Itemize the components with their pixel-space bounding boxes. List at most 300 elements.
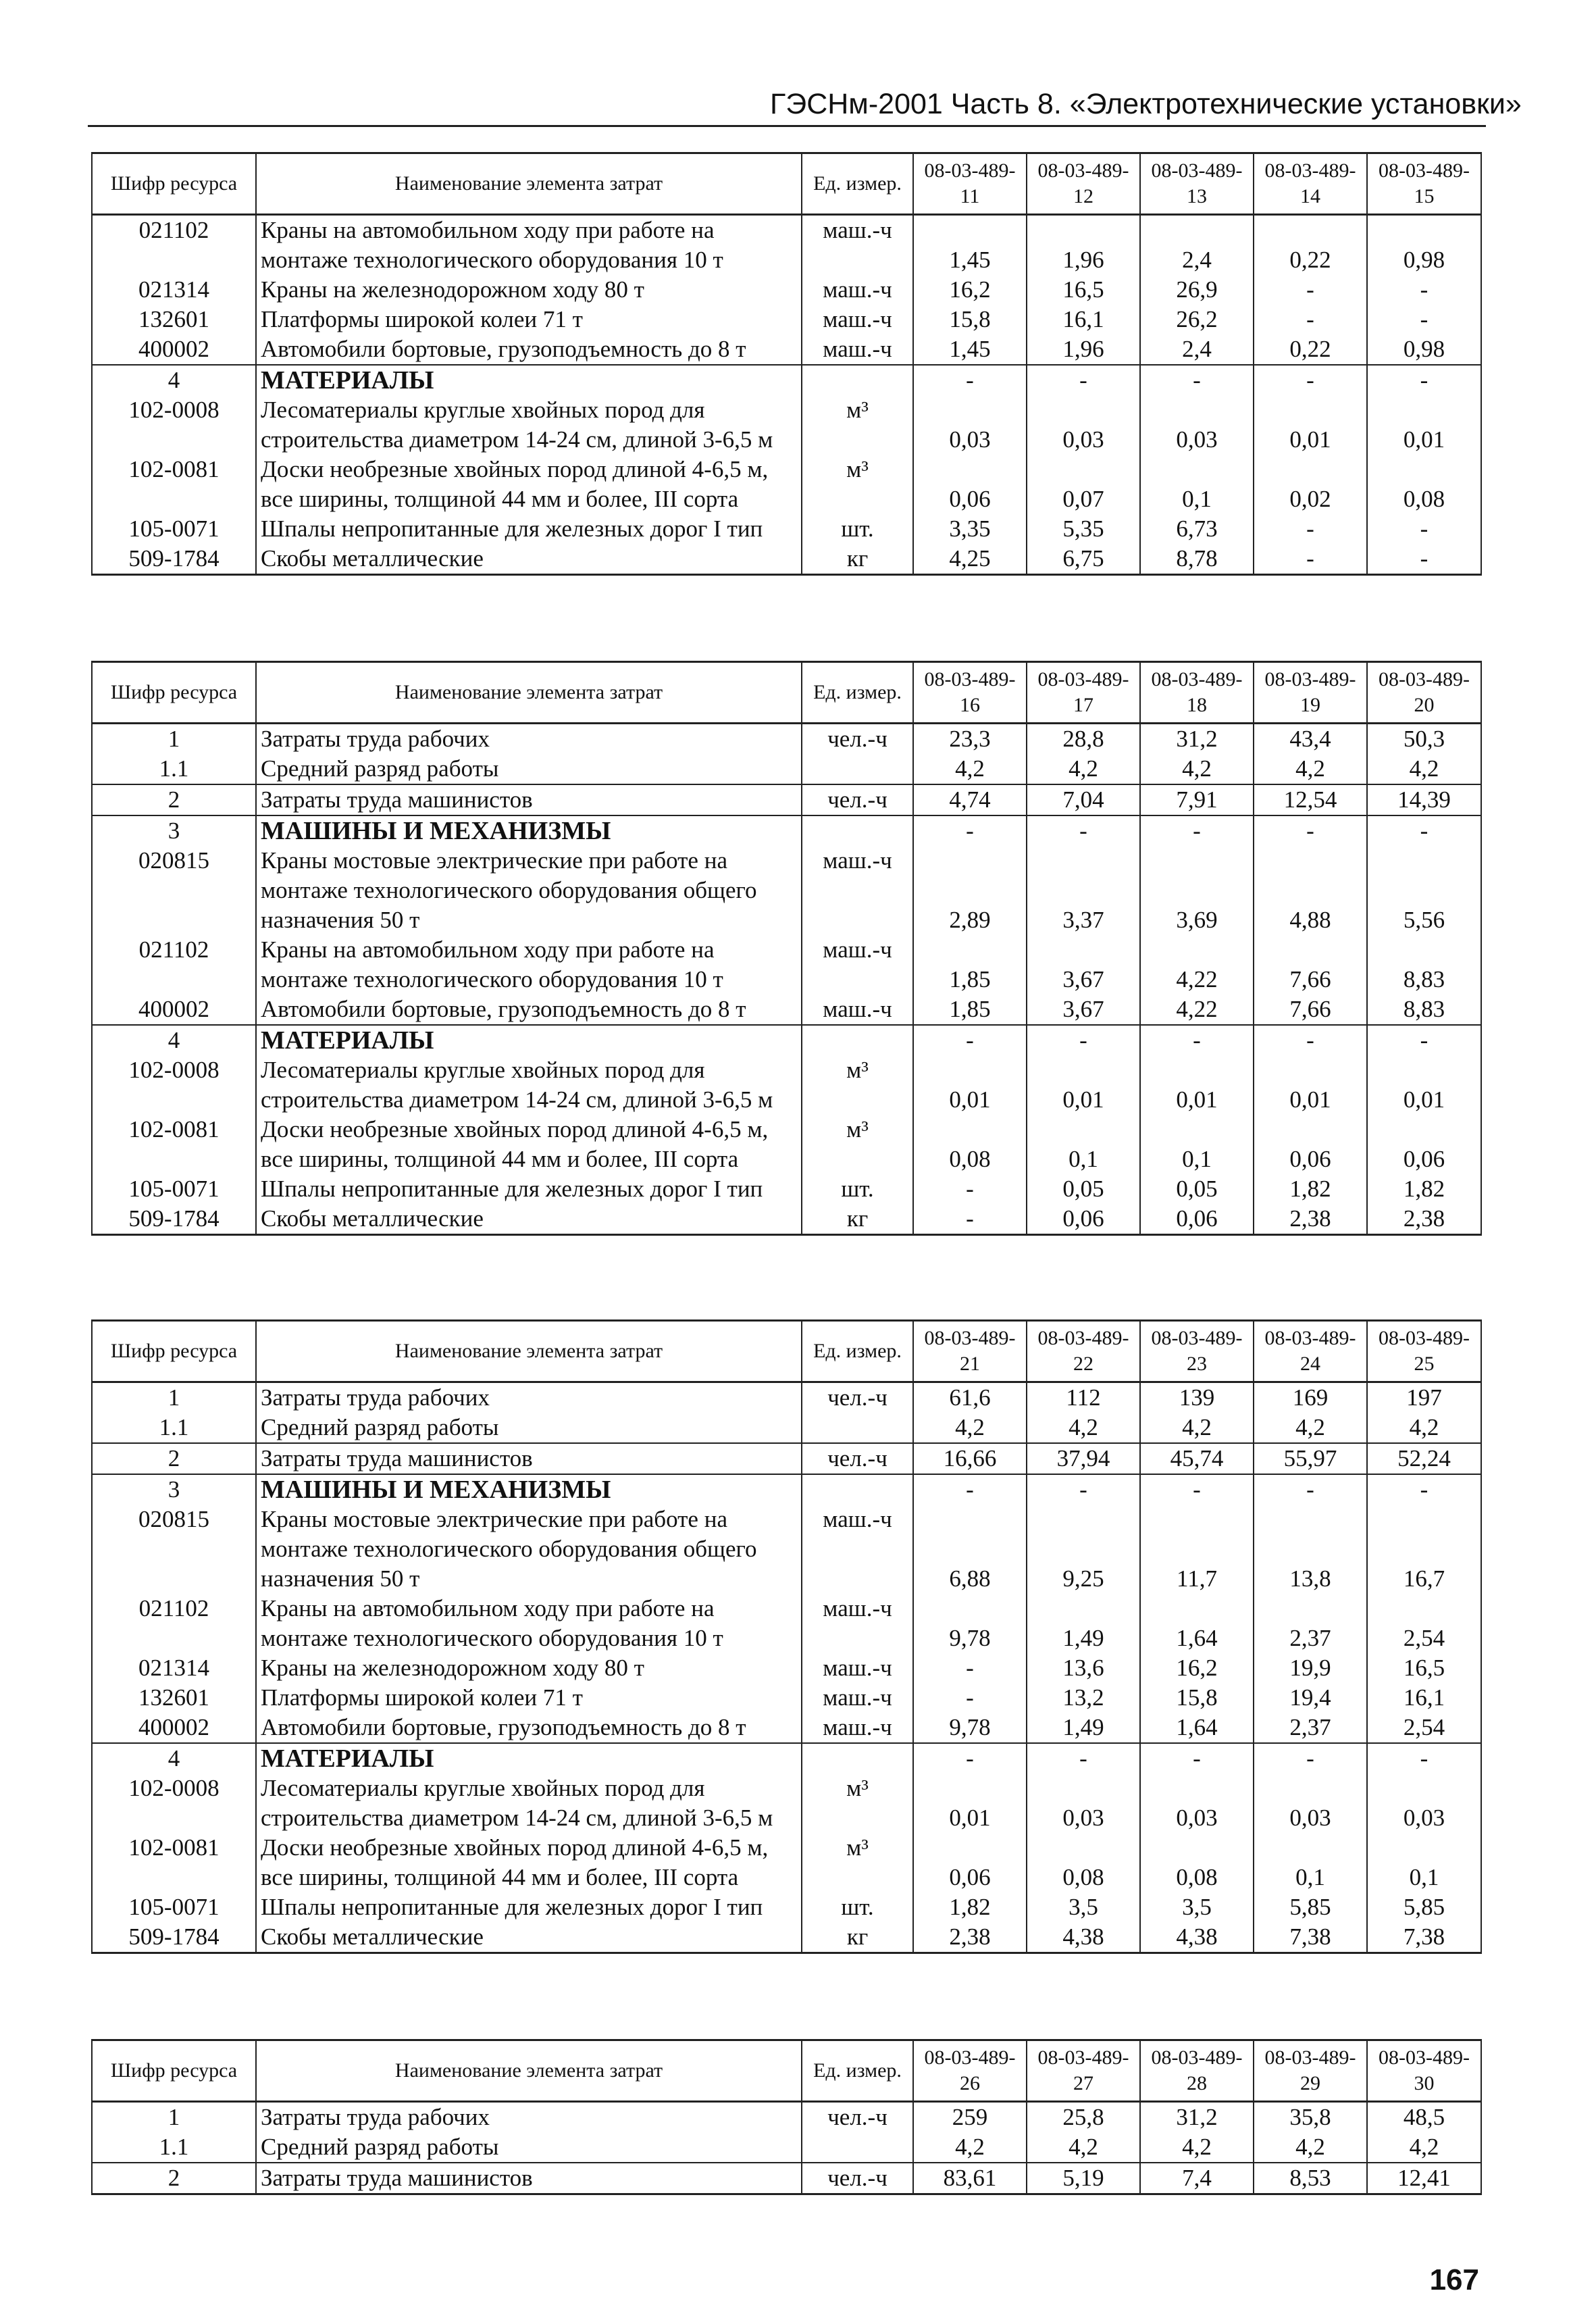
col-header-estimate-code: 08-03-489-17 bbox=[1027, 662, 1140, 724]
value-cell: 259 bbox=[913, 2102, 1027, 2133]
unit-cell: маш.-ч bbox=[802, 305, 913, 334]
value-cell: 0,22 bbox=[1254, 215, 1367, 276]
value-cell: 1,45 bbox=[913, 334, 1027, 365]
value-cell: 28,8 bbox=[1027, 724, 1140, 755]
value-cell: 4,2 bbox=[1254, 1413, 1367, 1443]
value-cell: 0,05 bbox=[1027, 1174, 1140, 1204]
value-cell: 0,1 bbox=[1140, 1115, 1254, 1174]
value-cell: 43,4 bbox=[1254, 724, 1367, 755]
value-cell: - bbox=[1027, 1743, 1140, 1774]
resource-code-cell: 020815 bbox=[92, 846, 256, 935]
value-cell: 3,37 bbox=[1027, 846, 1140, 935]
col-header-code: Шифр ресурса bbox=[92, 1321, 256, 1382]
col-header-name: Наименование элемента затрат bbox=[256, 1321, 802, 1382]
table-row bbox=[92, 305, 1481, 334]
value-cell: 0,08 bbox=[913, 1115, 1027, 1174]
col-header-estimate-code: 08-03-489-28 bbox=[1140, 2040, 1254, 2102]
value-cell: 1,82 bbox=[1254, 1174, 1367, 1204]
value-cell: 0,06 bbox=[1254, 1115, 1367, 1174]
unit-cell bbox=[802, 1743, 913, 1774]
resource-code-cell: 1 bbox=[92, 724, 256, 755]
cost-element-name-cell: Краны на железнодорожном ходу 80 т bbox=[256, 275, 802, 305]
value-cell: 1,82 bbox=[1367, 1174, 1481, 1204]
value-cell: - bbox=[913, 1683, 1027, 1713]
value-cell: 0,06 bbox=[1140, 1204, 1254, 1235]
value-cell: 3,67 bbox=[1027, 935, 1140, 995]
value-cell: 15,8 bbox=[913, 305, 1027, 334]
value-cell: 45,74 bbox=[1140, 1443, 1254, 1474]
col-header-estimate-code: 08-03-489-23 bbox=[1140, 1321, 1254, 1382]
value-cell: 0,08 bbox=[1140, 1833, 1254, 1892]
value-cell: 13,6 bbox=[1027, 1653, 1140, 1683]
value-cell: 4,88 bbox=[1254, 846, 1367, 935]
value-cell: 5,56 bbox=[1367, 846, 1481, 935]
unit-cell: шт. bbox=[802, 1174, 913, 1204]
section-heading-cell: МАТЕРИАЛЫ bbox=[256, 1743, 802, 1774]
value-cell: 37,94 bbox=[1027, 1443, 1140, 1474]
table-row bbox=[92, 2102, 1481, 2133]
value-cell: 16,66 bbox=[913, 1443, 1027, 1474]
table-row bbox=[92, 1025, 1481, 1055]
value-cell: - bbox=[1140, 1474, 1254, 1505]
value-cell: 23,3 bbox=[913, 724, 1027, 755]
resource-code-cell: 102-0008 bbox=[92, 1774, 256, 1833]
resource-code-cell: 021102 bbox=[92, 215, 256, 276]
value-cell: 61,6 bbox=[913, 1382, 1027, 1413]
value-cell: 1,64 bbox=[1140, 1594, 1254, 1653]
value-cell: - bbox=[1254, 275, 1367, 305]
value-cell: 0,08 bbox=[1367, 455, 1481, 514]
col-header-unit: Ед. измер. bbox=[802, 662, 913, 724]
resource-code-cell: 4 bbox=[92, 1025, 256, 1055]
value-cell: 0,01 bbox=[1367, 1055, 1481, 1115]
value-cell: - bbox=[1367, 514, 1481, 544]
value-cell: 2,4 bbox=[1140, 215, 1254, 276]
table-row bbox=[92, 935, 1481, 995]
value-cell: 2,54 bbox=[1367, 1594, 1481, 1653]
resource-code-cell: 2 bbox=[92, 784, 256, 815]
unit-cell: маш.-ч bbox=[802, 334, 913, 365]
value-cell: 16,2 bbox=[913, 275, 1027, 305]
value-cell: 8,83 bbox=[1367, 995, 1481, 1025]
table-row bbox=[92, 754, 1481, 784]
value-cell: 12,54 bbox=[1254, 784, 1367, 815]
value-cell: 0,01 bbox=[1254, 1055, 1367, 1115]
value-cell: - bbox=[1140, 365, 1254, 395]
value-cell: 1,85 bbox=[913, 935, 1027, 995]
value-cell: 7,04 bbox=[1027, 784, 1140, 815]
value-cell: 4,2 bbox=[913, 2132, 1027, 2163]
resource-code-cell: 2 bbox=[92, 2163, 256, 2194]
cost-element-name-cell: Шпалы непропитанные для железных дорог I тип bbox=[256, 1892, 802, 1922]
value-cell: - bbox=[1367, 1474, 1481, 1505]
value-cell: 4,22 bbox=[1140, 935, 1254, 995]
table-header-row bbox=[92, 662, 1481, 724]
resource-code-cell: 021314 bbox=[92, 1653, 256, 1683]
table-row bbox=[92, 365, 1481, 395]
unit-cell: м³ bbox=[802, 1833, 913, 1892]
value-cell: 9,78 bbox=[913, 1713, 1027, 1743]
table-row bbox=[92, 1774, 1481, 1833]
unit-cell: чел.-ч bbox=[802, 2102, 913, 2133]
section-heading-cell: МАТЕРИАЛЫ bbox=[256, 1025, 802, 1055]
table-row bbox=[92, 1115, 1481, 1174]
value-cell: 1,45 bbox=[913, 215, 1027, 276]
value-cell: 13,8 bbox=[1254, 1505, 1367, 1594]
col-header-unit: Ед. измер. bbox=[802, 1321, 913, 1382]
resource-code-cell: 102-0081 bbox=[92, 455, 256, 514]
resource-code-cell: 2 bbox=[92, 1443, 256, 1474]
value-cell: 7,91 bbox=[1140, 784, 1254, 815]
table-row bbox=[92, 544, 1481, 575]
table-header-row bbox=[92, 1321, 1481, 1382]
resource-code-cell: 105-0071 bbox=[92, 1892, 256, 1922]
col-header-estimate-code: 08-03-489-15 bbox=[1367, 153, 1481, 215]
resource-table bbox=[91, 661, 1482, 1236]
value-cell: - bbox=[1140, 815, 1254, 846]
table-row bbox=[92, 514, 1481, 544]
value-cell: 19,9 bbox=[1254, 1653, 1367, 1683]
resource-table bbox=[91, 1319, 1482, 1954]
value-cell: 0,03 bbox=[1140, 1774, 1254, 1833]
value-cell: 16,1 bbox=[1367, 1683, 1481, 1713]
value-cell: - bbox=[913, 815, 1027, 846]
table-row bbox=[92, 1505, 1481, 1594]
value-cell: 16,5 bbox=[1027, 275, 1140, 305]
unit-cell bbox=[802, 754, 913, 784]
value-cell: 0,1 bbox=[1140, 455, 1254, 514]
cost-element-name-cell: Средний разряд работы bbox=[256, 754, 802, 784]
value-cell: - bbox=[1254, 544, 1367, 575]
cost-element-name-cell: Краны на автомобильном ходу при работе на монтаже технологического оборудования 10 т bbox=[256, 215, 802, 276]
value-cell: 169 bbox=[1254, 1382, 1367, 1413]
value-cell: 0,01 bbox=[1254, 395, 1367, 455]
col-header-estimate-code: 08-03-489-13 bbox=[1140, 153, 1254, 215]
resource-code-cell: 4 bbox=[92, 365, 256, 395]
value-cell: 1,85 bbox=[913, 995, 1027, 1025]
value-cell: 4,74 bbox=[913, 784, 1027, 815]
value-cell: 7,66 bbox=[1254, 995, 1367, 1025]
value-cell: - bbox=[1254, 365, 1367, 395]
value-cell: - bbox=[1254, 305, 1367, 334]
col-header-estimate-code: 08-03-489-11 bbox=[913, 153, 1027, 215]
unit-cell: маш.-ч bbox=[802, 1505, 913, 1594]
cost-element-name-cell: Скобы металлические bbox=[256, 544, 802, 575]
unit-cell: маш.-ч bbox=[802, 995, 913, 1025]
value-cell: - bbox=[1254, 1025, 1367, 1055]
value-cell: - bbox=[913, 1743, 1027, 1774]
value-cell: - bbox=[1140, 1743, 1254, 1774]
value-cell: 4,25 bbox=[913, 544, 1027, 575]
value-cell: 0,03 bbox=[1140, 395, 1254, 455]
value-cell: 1,64 bbox=[1140, 1713, 1254, 1743]
table-row bbox=[92, 1713, 1481, 1743]
value-cell: - bbox=[1367, 815, 1481, 846]
value-cell: 4,22 bbox=[1140, 995, 1254, 1025]
resource-table-3 bbox=[91, 1319, 1481, 1954]
col-header-estimate-code: 08-03-489-29 bbox=[1254, 2040, 1367, 2102]
cost-element-name-cell: Автомобили бортовые, грузоподъемность до 8 т bbox=[256, 1713, 802, 1743]
resource-code-cell: 4 bbox=[92, 1743, 256, 1774]
value-cell: - bbox=[1367, 305, 1481, 334]
page-header-title: ГЭСНм-2001 Часть 8. «Электротехнические установки» bbox=[770, 88, 1522, 120]
value-cell: 0,1 bbox=[1254, 1833, 1367, 1892]
value-cell: 25,8 bbox=[1027, 2102, 1140, 2133]
col-header-code: Шифр ресурса bbox=[92, 662, 256, 724]
value-cell: - bbox=[913, 1174, 1027, 1204]
unit-cell: маш.-ч bbox=[802, 1653, 913, 1683]
value-cell: 1,49 bbox=[1027, 1594, 1140, 1653]
unit-cell: кг bbox=[802, 544, 913, 575]
value-cell: 9,78 bbox=[913, 1594, 1027, 1653]
value-cell: - bbox=[1027, 815, 1140, 846]
col-header-estimate-code: 08-03-489-22 bbox=[1027, 1321, 1140, 1382]
cost-element-name-cell: Платформы широкой колеи 71 т bbox=[256, 1683, 802, 1713]
col-header-estimate-code: 08-03-489-27 bbox=[1027, 2040, 1140, 2102]
col-header-unit: Ед. измер. bbox=[802, 153, 913, 215]
value-cell: 4,2 bbox=[1140, 1413, 1254, 1443]
unit-cell: шт. bbox=[802, 1892, 913, 1922]
cost-element-name-cell: Краны на автомобильном ходу при работе на монтаже технологического оборудования 10 т bbox=[256, 935, 802, 995]
cost-element-name-cell: Затраты труда рабочих bbox=[256, 1382, 802, 1413]
section-heading-cell: МАТЕРИАЛЫ bbox=[256, 365, 802, 395]
value-cell: 2,38 bbox=[1254, 1204, 1367, 1235]
value-cell: 0,01 bbox=[913, 1774, 1027, 1833]
value-cell: 4,2 bbox=[1140, 2132, 1254, 2163]
table-row bbox=[92, 1174, 1481, 1204]
value-cell: 16,5 bbox=[1367, 1653, 1481, 1683]
resource-code-cell: 132601 bbox=[92, 305, 256, 334]
value-cell: 0,06 bbox=[1367, 1115, 1481, 1174]
value-cell: 0,06 bbox=[913, 1833, 1027, 1892]
value-cell: 31,2 bbox=[1140, 724, 1254, 755]
unit-cell: маш.-ч bbox=[802, 1683, 913, 1713]
value-cell: 0,98 bbox=[1367, 334, 1481, 365]
unit-cell bbox=[802, 1025, 913, 1055]
resource-code-cell: 1.1 bbox=[92, 754, 256, 784]
value-cell: 4,2 bbox=[1254, 754, 1367, 784]
table-row bbox=[92, 1474, 1481, 1505]
value-cell: 11,7 bbox=[1140, 1505, 1254, 1594]
cost-element-name-cell: Автомобили бортовые, грузоподъемность до 8 т bbox=[256, 334, 802, 365]
table-row bbox=[92, 1833, 1481, 1892]
cost-element-name-cell: Автомобили бортовые, грузоподъемность до 8 т bbox=[256, 995, 802, 1025]
unit-cell: шт. bbox=[802, 514, 913, 544]
resource-code-cell: 020815 bbox=[92, 1505, 256, 1594]
value-cell: 0,01 bbox=[1367, 395, 1481, 455]
page-number: 167 bbox=[1429, 2263, 1479, 2296]
col-header-name: Наименование элемента затрат bbox=[256, 153, 802, 215]
cost-element-name-cell: Средний разряд работы bbox=[256, 1413, 802, 1443]
value-cell: 4,2 bbox=[1367, 754, 1481, 784]
value-cell: 1,96 bbox=[1027, 334, 1140, 365]
unit-cell: чел.-ч bbox=[802, 2163, 913, 2194]
cost-element-name-cell: Скобы металлические bbox=[256, 1922, 802, 1953]
unit-cell: чел.-ч bbox=[802, 784, 913, 815]
cost-element-name-cell: Краны на железнодорожном ходу 80 т bbox=[256, 1653, 802, 1683]
resource-code-cell: 102-0081 bbox=[92, 1115, 256, 1174]
value-cell: 12,41 bbox=[1367, 2163, 1481, 2194]
value-cell: - bbox=[1140, 1025, 1254, 1055]
value-cell: - bbox=[1254, 1474, 1367, 1505]
resource-code-cell: 1.1 bbox=[92, 2132, 256, 2163]
table-row bbox=[92, 2132, 1481, 2163]
value-cell: 7,38 bbox=[1367, 1922, 1481, 1953]
value-cell: - bbox=[1367, 1743, 1481, 1774]
value-cell: 5,35 bbox=[1027, 514, 1140, 544]
col-header-estimate-code: 08-03-489-19 bbox=[1254, 662, 1367, 724]
value-cell: 6,88 bbox=[913, 1505, 1027, 1594]
value-cell: - bbox=[1027, 1025, 1140, 1055]
value-cell: 2,54 bbox=[1367, 1713, 1481, 1743]
cost-element-name-cell: Затраты труда машинистов bbox=[256, 784, 802, 815]
value-cell: 4,2 bbox=[913, 754, 1027, 784]
table-row bbox=[92, 1204, 1481, 1235]
unit-cell bbox=[802, 815, 913, 846]
value-cell: - bbox=[913, 1204, 1027, 1235]
unit-cell: чел.-ч bbox=[802, 1443, 913, 1474]
unit-cell: маш.-ч bbox=[802, 215, 913, 276]
value-cell: 2,38 bbox=[913, 1922, 1027, 1953]
value-cell: 4,2 bbox=[1367, 1413, 1481, 1443]
resource-code-cell: 509-1784 bbox=[92, 1922, 256, 1953]
value-cell: 0,03 bbox=[1254, 1774, 1367, 1833]
value-cell: 16,2 bbox=[1140, 1653, 1254, 1683]
resource-code-cell: 3 bbox=[92, 815, 256, 846]
value-cell: 9,25 bbox=[1027, 1505, 1140, 1594]
cost-element-name-cell: Доски необрезные хвойных пород длиной 4-6,5 м, все ширины, толщиной 44 мм и более, III сорта bbox=[256, 1833, 802, 1892]
col-header-name: Наименование элемента затрат bbox=[256, 662, 802, 724]
value-cell: 31,2 bbox=[1140, 2102, 1254, 2133]
value-cell: 0,06 bbox=[1027, 1204, 1140, 1235]
resource-code-cell: 021314 bbox=[92, 275, 256, 305]
value-cell: 2,37 bbox=[1254, 1713, 1367, 1743]
cost-element-name-cell: Затраты труда машинистов bbox=[256, 1443, 802, 1474]
unit-cell: кг bbox=[802, 1204, 913, 1235]
table-row bbox=[92, 1922, 1481, 1953]
value-cell: 2,89 bbox=[913, 846, 1027, 935]
value-cell: 3,5 bbox=[1027, 1892, 1140, 1922]
cost-element-name-cell: Доски необрезные хвойных пород длиной 4-6,5 м, все ширины, толщиной 44 мм и более, III сорта bbox=[256, 455, 802, 514]
table-row bbox=[92, 215, 1481, 276]
value-cell: 4,2 bbox=[1254, 2132, 1367, 2163]
value-cell: 26,2 bbox=[1140, 305, 1254, 334]
cost-element-name-cell: Доски необрезные хвойных пород длиной 4-6,5 м, все ширины, толщиной 44 мм и более, III сорта bbox=[256, 1115, 802, 1174]
col-header-name: Наименование элемента затрат bbox=[256, 2040, 802, 2102]
value-cell: 7,38 bbox=[1254, 1922, 1367, 1953]
resource-table bbox=[91, 2039, 1482, 2195]
unit-cell: м³ bbox=[802, 1115, 913, 1174]
resource-code-cell: 509-1784 bbox=[92, 1204, 256, 1235]
resource-code-cell: 1.1 bbox=[92, 1413, 256, 1443]
cost-element-name-cell: Лесоматериалы круглые хвойных пород для строительства диаметром 14-24 см, длиной 3-6,5 м bbox=[256, 1055, 802, 1115]
unit-cell: маш.-ч bbox=[802, 1594, 913, 1653]
table-row bbox=[92, 2163, 1481, 2194]
resource-code-cell: 1 bbox=[92, 2102, 256, 2133]
value-cell: 8,53 bbox=[1254, 2163, 1367, 2194]
resource-table-4 bbox=[91, 2039, 1481, 2195]
table-row bbox=[92, 846, 1481, 935]
table-row bbox=[92, 1594, 1481, 1653]
value-cell: 0,06 bbox=[913, 455, 1027, 514]
resource-code-cell: 509-1784 bbox=[92, 544, 256, 575]
value-cell: 4,2 bbox=[1367, 2132, 1481, 2163]
value-cell: 0,03 bbox=[1367, 1774, 1481, 1833]
value-cell: 6,73 bbox=[1140, 514, 1254, 544]
value-cell: 3,69 bbox=[1140, 846, 1254, 935]
value-cell: 0,01 bbox=[1140, 1055, 1254, 1115]
value-cell: 3,35 bbox=[913, 514, 1027, 544]
col-header-estimate-code: 08-03-489-12 bbox=[1027, 153, 1140, 215]
value-cell: 48,5 bbox=[1367, 2102, 1481, 2133]
value-cell: 16,1 bbox=[1027, 305, 1140, 334]
resource-code-cell: 132601 bbox=[92, 1683, 256, 1713]
table-header-row bbox=[92, 2040, 1481, 2102]
table-row bbox=[92, 1743, 1481, 1774]
section-heading-cell: МАШИНЫ И МЕХАНИЗМЫ bbox=[256, 1474, 802, 1505]
unit-cell: м³ bbox=[802, 455, 913, 514]
table-row bbox=[92, 1055, 1481, 1115]
value-cell: - bbox=[913, 1025, 1027, 1055]
value-cell: 1,82 bbox=[913, 1892, 1027, 1922]
value-cell: 50,3 bbox=[1367, 724, 1481, 755]
cost-element-name-cell: Шпалы непропитанные для железных дорог I тип bbox=[256, 514, 802, 544]
resource-table bbox=[91, 152, 1482, 576]
value-cell: 0,02 bbox=[1254, 455, 1367, 514]
value-cell: 0,03 bbox=[913, 395, 1027, 455]
unit-cell: чел.-ч bbox=[802, 1382, 913, 1413]
resource-code-cell: 102-0008 bbox=[92, 1055, 256, 1115]
table-row bbox=[92, 395, 1481, 455]
col-header-estimate-code: 08-03-489-14 bbox=[1254, 153, 1367, 215]
value-cell: 5,19 bbox=[1027, 2163, 1140, 2194]
table-row bbox=[92, 334, 1481, 365]
cost-element-name-cell: Шпалы непропитанные для железных дорог I тип bbox=[256, 1174, 802, 1204]
value-cell: 112 bbox=[1027, 1382, 1140, 1413]
resource-code-cell: 400002 bbox=[92, 995, 256, 1025]
resource-code-cell: 400002 bbox=[92, 334, 256, 365]
value-cell: - bbox=[1254, 815, 1367, 846]
resource-code-cell: 1 bbox=[92, 1382, 256, 1413]
value-cell: 0,22 bbox=[1254, 334, 1367, 365]
unit-cell: м³ bbox=[802, 1055, 913, 1115]
cost-element-name-cell: Средний разряд работы bbox=[256, 2132, 802, 2163]
value-cell: 55,97 bbox=[1254, 1443, 1367, 1474]
col-header-estimate-code: 08-03-489-26 bbox=[913, 2040, 1027, 2102]
unit-cell: м³ bbox=[802, 1774, 913, 1833]
unit-cell bbox=[802, 365, 913, 395]
value-cell: 5,85 bbox=[1254, 1892, 1367, 1922]
resource-code-cell: 400002 bbox=[92, 1713, 256, 1743]
table-row bbox=[92, 455, 1481, 514]
value-cell: 4,38 bbox=[1140, 1922, 1254, 1953]
unit-cell bbox=[802, 2132, 913, 2163]
unit-cell: кг bbox=[802, 1922, 913, 1953]
value-cell: 0,07 bbox=[1027, 455, 1140, 514]
cost-element-name-cell: Платформы широкой колеи 71 т bbox=[256, 305, 802, 334]
col-header-code: Шифр ресурса bbox=[92, 153, 256, 215]
col-header-estimate-code: 08-03-489-16 bbox=[913, 662, 1027, 724]
value-cell: - bbox=[1254, 514, 1367, 544]
value-cell: 8,78 bbox=[1140, 544, 1254, 575]
value-cell: 139 bbox=[1140, 1382, 1254, 1413]
table-row bbox=[92, 1413, 1481, 1443]
value-cell: 7,4 bbox=[1140, 2163, 1254, 2194]
value-cell: 0,98 bbox=[1367, 215, 1481, 276]
cost-element-name-cell: Лесоматериалы круглые хвойных пород для строительства диаметром 14-24 см, длиной 3-6,5 м bbox=[256, 1774, 802, 1833]
value-cell: - bbox=[1367, 544, 1481, 575]
cost-element-name-cell: Затраты труда рабочих bbox=[256, 724, 802, 755]
